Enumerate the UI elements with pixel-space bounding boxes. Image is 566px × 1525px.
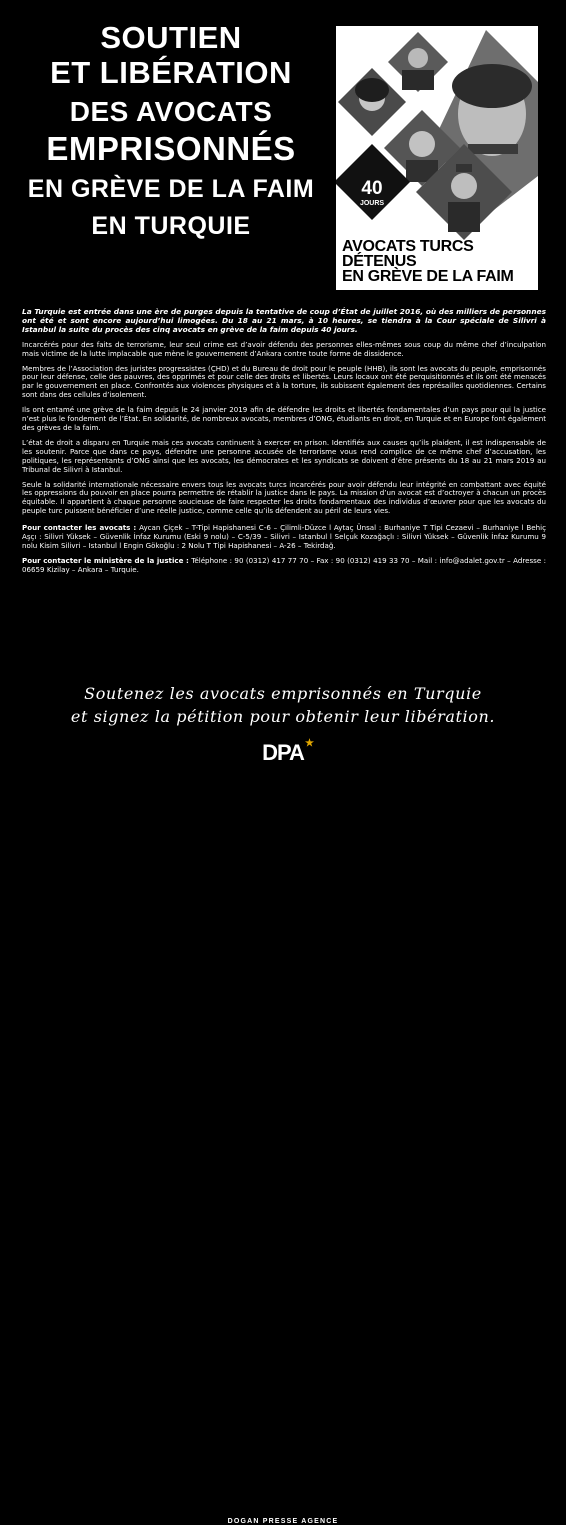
headline-line-6: EN TURQUIE [91,212,251,240]
headline-line-5: EN GRÈVE DE LA FAIM [27,175,315,203]
headline-line-4: EMPRISONNÉS [46,130,296,167]
paragraph-4: L’état de droit a disparu en Turquie mais ces avocats continuent à exercer en prison. Identifiés aux causes qu’ils plaident, il est indispensable de les soutenir. Parce que dans ce pays, défendre une personne accusée de terrorisme vous rend complice de ce même chef d’accusation, les politiques, les représentants d’ONG ainsi que les avocats, les démocrates et les syndicats se doivent d’être présents du 18 au 21 mars 2019 au Tribunal de Silivri à Istanbul. [22,437,546,474]
star-icon: ★ [304,738,313,749]
paragraph-1: Incarcérés pour des faits de terrorisme, leur seul crime est d’avoir défendu des personnes elles-mêmes sous coup du même chef d’inculpation mais victime de la lutte implacable que mène le gouvernement d’Ankara contre toute forme de dissidence. [22,339,546,358]
days-label: JOURS [359,200,385,207]
logo-mark-text: DPA [262,740,304,765]
slogan-line-1: Soutenez les avocats emprisonnés en Turquie [84,684,482,703]
dpa-logo [227,738,339,1525]
logo-mark [262,738,313,766]
article-body [22,308,546,581]
paragraph-2: Membres de l’Association des juristes progressistes (ÇHD) et du Bureau de droit pour le peuple (HHB), ils sont les avocats du peuple, emprisonnés pour leur défense, celle des pauvres, des opprimés et pour celle des droits et libertés. Leurs locaux ont été perquisitionnés et ils ont été menacés par le gouvernement en place. Confrontés aux violences physiques et à la torture, ils subissent également des représailles quotidiennes. Certains sont dans des cellules d’isolement. [22,363,546,400]
lawyers-contact-label: Pour contacter les avocats : [22,523,137,533]
ministry-contact-text: Téléphone : 90 (0312) 417 77 70 – Fax : 90 (0312) 419 33 70 – Mail : info@adalet.gov.tr – Adresse : 06659 Kizilay – Ankara – Turquie. [22,555,546,574]
poster-caption-line-3: EN GRÈVE DE LA FAIM [342,268,514,285]
headline-line-1: SOUTIEN [100,20,242,55]
logo-agency-name: DOGAN PRESSE AGENCE [227,1518,339,1525]
poster-caption-line-2: DÉTENUS [342,253,417,270]
headline-line-3: DES AVOCATS [69,96,273,127]
lead-paragraph: La Turquie est entrée dans une ère de purges depuis la tentative de coup d’État de juillet 2016, où des milliers de personnes ont été et sont encore aujourd’hui limogées. Du 18 au 21 mars, à 10 heures, se tiendra à la Cour spéciale de Silivri à Istanbul la suite du procès des cinq avocats en grève de la faim depuis 40 jours. [22,307,546,334]
headline-line-2: ET LIBÉRATION [50,55,292,90]
poster-caption [342,239,538,284]
paragraph-3: Ils ont entamé une grève de la faim depuis le 24 janvier 2019 afin de défendre les droits et libertés fondamentales d’un pays pour qui la justice n’est plus le fondement de l’État. En solidarité, de nombreux avocats, membres d’ONG, étudiants en droit, en Turquie et en Europe font également des grèves de la faim. [22,405,546,432]
contacts-section [22,524,546,575]
ministry-contact [22,557,546,575]
lawyers-contact [22,524,546,551]
campaign-poster-image [336,26,538,290]
slogan-line-2: et signez la pétition pour obtenir leur libération. [70,707,496,726]
ministry-contact-label: Pour contacter le ministère de la justice : [22,555,189,565]
lawyers-contact-text: Aycan Çiçek – T-Tipi Hapishanesi C-6 – Çilimli-Düzce l Aytaç Ünsal : Burhaniye T Tipi Cezaevi – Burhaniye l Behiç Aşçı : Silivri Yüksek – Güvenlik İnfaz Kurumu (Eski 9 nolu) – C-5/39 – Silivri – Istanbul l Selçuk Kozağaçlı : Silivri Yüksek – Güvenlik İnfaz Kurumu 9 nolu Kisim Silivri – Istanbul l Engin Gökoğlu : 2 Nolu T Tipi Hapishanesi – A-26 – Tekirdağ. [22,523,547,550]
headline [14,22,328,239]
paragraph-5: Seule la solidarité internationale nécessaire envers tous les avocats turcs incarcérés pour avoir défendu leur intégrité en combattant avec équité les oppressions du pouvoir en place pourra permettre de rétablir la justice dans le pays. La mission d’un avocat est d’octroyer à chacun un procès équitable. Il appartient à chaque personne soucieuse de faire respecter les droits fondamentaux des individus d’œuvrer pour que les avocats du peuple turc puissent bénéficier d’une réelle justice, comme celle qu’ils défendent au péril de leurs vies. [22,479,546,516]
days-count-badge: 40 [361,178,383,199]
petition-slogan [0,682,566,728]
poster-caption-line-1: AVOCATS TURCS [342,238,474,255]
